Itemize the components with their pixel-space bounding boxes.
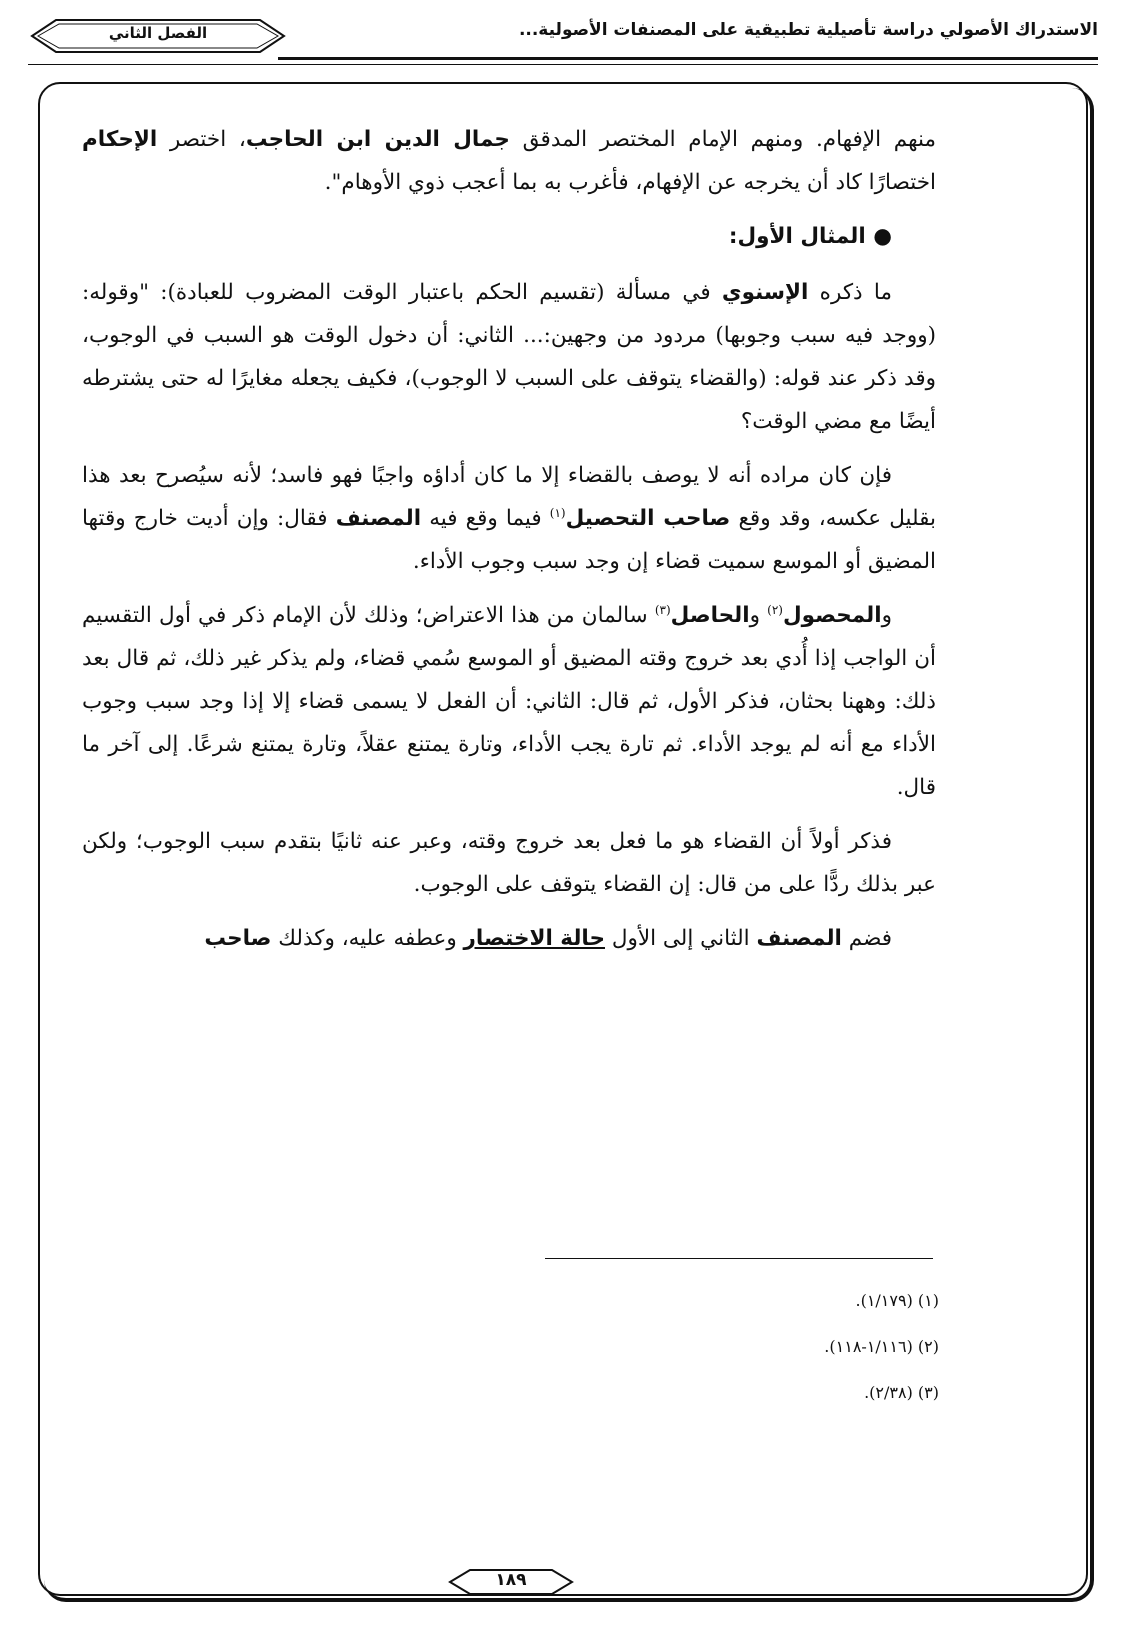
footnotes [824,1290,939,1428]
page-number-badge [446,1566,576,1598]
text-run: و [749,603,768,628]
text-run: في مسألة (تقسيم الحكم باعتبار الوقت المضروب للعبادة): "وقوله: (ووجد فيه سبب وجوبها) مردود من وجهين:... الثاني: أن دخول الوقت هو السبب في الوجوب، وقد ذكر عند قوله: (والقضاء يتوقف على السبب لا الوجوب)، فكيف يجعله مغايرًا له حتى يشترطه أيضًا مع مضي الوقت؟ [82,280,936,434]
text-run: ما ذكره [808,280,892,305]
paragraph-3 [82,454,936,583]
text-run: الثاني إلى الأول [604,926,757,951]
footnote-1: (١) (١/١٧٩). [855,1291,939,1310]
text-run: اختصارًا كاد أن يخرجه عن الإفهام، فأغرب به بما أعجب ذوي الأوهام". [324,170,936,195]
footnote-3: (٣) (٢/٣٨). [864,1383,939,1402]
example-heading: ● المثال الأول: [728,224,892,249]
paragraph-5: فذكر أولاً أن القضاء هو ما فعل بعد خروج وقته، وعبر عنه ثانيًا بتقدم سبب الوجوب؛ ولكن عبر بذلك ردًّا على من قال: إن القضاء يتوقف على الوجوب. [82,829,936,897]
header-rule-thick [278,57,1098,60]
bold-book-title: الإحكام [82,127,158,152]
running-book-title: الاستدراك الأصولي دراسة تأصيلية تطبيقية على المصنفات الأصولية... [518,20,1098,40]
footnote-separator [545,1258,933,1259]
main-text [82,118,936,971]
text-run: فإن كان مراده أنه لا يوصف بالقضاء إلا ما كان أداؤه واجبًا فهو فاسد؛ لأنه سيُصرح بعد هذا بقليل عكسه، وقد وقع [82,463,936,531]
paragraph-1 [82,118,936,204]
text-run: و [881,603,893,628]
chapter-label: الفصل الثاني [108,24,208,42]
footnote-marker: (١) [549,505,566,520]
text-run: فقال: وإن أديت خارج وقتها المضيق أو الموسع سميت قضاء إن وجد سبب وجوب الأداء. [82,506,936,574]
bold-book-title: المحصول [782,603,882,628]
bold-name: المصنف [335,506,422,531]
page-number: ١٨٩ [495,1570,527,1590]
text-run: وعطفه عليه، وكذلك [271,926,464,951]
footnote-2: (٢) (١/١١٦-١١٨). [824,1337,939,1356]
bold-name: صاحب التحصيل [565,506,731,531]
underlined-phrase: حالة الاختصار [463,926,605,951]
bold-name: المصنف [756,926,842,951]
text-run: فضم [841,926,892,951]
paragraph-6 [82,917,936,960]
paragraph-4 [82,594,936,809]
text-run: منهم الإفهام. ومنهم الإمام المختصر المدقق [509,127,936,152]
paragraph-2 [82,271,936,443]
bold-book-title: الحاصل [670,603,750,628]
bold-name: الإسنوي [721,280,809,305]
bold-name: جمال الدين ابن الحاجب [245,127,510,152]
footnote-marker: (٢) [767,602,783,617]
text-run: سالمان من هذا الاعتراض؛ وذلك لأن الإمام ذكر في أول التقسيم أن الواجب إذا أُدي بعد خروج وقته المضيق أو الموسع سُمي قضاء، ولم يذكر غير ذلك، ثم قال بعد ذلك: وههنا بحثان، فذكر الأول، ثم قال: الثاني: أن الفعل لا يسمى قضاء إلا إذا وجد سبب وجوب الأداء مع أنه لم يوجد الأداء. ثم تارة يجب الأداء، وتارة يمتنع عقلاً، وتارة يمتنع شرعًا. إلى آخر ما قال. [82,603,936,800]
header-rule-thin [28,64,1098,65]
page-header [28,14,1098,72]
text-run: ، اختصر [157,127,246,152]
bold-name: صاحب [204,926,272,951]
chapter-tab [28,14,288,58]
text-run: فيما وقع فيه [421,506,550,531]
footnote-marker: (٣) [654,602,671,617]
